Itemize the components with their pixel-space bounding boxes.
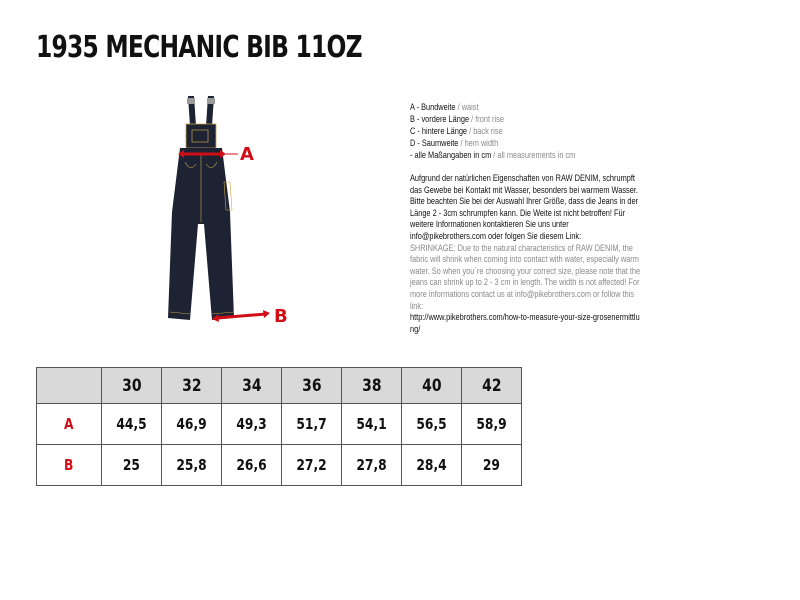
marker-a: A xyxy=(240,144,254,165)
measurement-legend xyxy=(410,101,607,161)
legend-item xyxy=(410,113,607,125)
table-cell: 51,7 xyxy=(282,404,342,445)
legend-en: waist xyxy=(461,102,479,112)
legend-de: D - Saumweite xyxy=(410,138,459,148)
table-row xyxy=(37,445,522,486)
legend-separator: / xyxy=(469,114,476,124)
legend-de: B - vordere Länge xyxy=(410,114,470,124)
legend-item xyxy=(410,125,607,137)
legend-separator: / xyxy=(491,150,498,160)
legend-de: A - Bundweite xyxy=(410,102,456,112)
shrinkage-text-en: SHRINKAGE: Due to the natural characteristics of RAW DENIM, the fabric will shrink when coming into contact with water, especially warm water. So when you´re choosing your correct size, please note that the jeans can shrink up to 2 - 3 cm in length. The width is not affected! For more informations contact us at info@pikebrothers.com or follow this link: xyxy=(410,242,641,311)
size-header: 40 xyxy=(402,368,462,404)
size-header: 42 xyxy=(462,368,522,404)
table-cell: 54,1 xyxy=(342,404,402,445)
legend-separator: / xyxy=(458,138,465,148)
legend-en: all measurements in cm xyxy=(497,150,576,160)
table-cell: 58,9 xyxy=(462,404,522,445)
table-cell: 27,2 xyxy=(282,445,342,486)
marker-b: B xyxy=(274,306,288,327)
table-cell: 29 xyxy=(462,445,522,486)
size-table xyxy=(36,367,522,486)
table-cell: 27,8 xyxy=(342,445,402,486)
table-corner xyxy=(37,368,102,404)
shrinkage-text-de: Aufgrund der natürlichen Eigenschaften von RAW DENIM, schrumpft das Gewebe bei Kontakt mit Wasser, besonders bei warmem Wasser. Bitte beachten Sie bei der Auswahl Ihrer Größe, dass die Jeans in der Länge 2 - 3cm schrumpfen kann. Die Weite ist nicht betroffen! Für weitere Informationen kontaktieren Sie uns unter info@pikebrothers.com oder folgen Sie diesem Link: xyxy=(410,173,639,241)
legend-item xyxy=(410,137,607,149)
size-header-row xyxy=(37,368,522,404)
row-label: B xyxy=(37,445,102,486)
legend-en: front rise xyxy=(475,114,504,124)
table-cell: 56,5 xyxy=(402,404,462,445)
legend-de: C - hintere Länge xyxy=(410,126,468,136)
legend-item xyxy=(410,101,607,113)
table-cell: 49,3 xyxy=(222,404,282,445)
legend-en: back rise xyxy=(473,126,503,136)
page-title: 1935 MECHANIC BIB 11OZ xyxy=(36,30,362,65)
legend-item xyxy=(410,149,607,161)
size-header: 38 xyxy=(342,368,402,404)
legend-separator: / xyxy=(455,102,462,112)
table-row xyxy=(37,404,522,445)
size-header: 36 xyxy=(282,368,342,404)
table-cell: 25 xyxy=(102,445,162,486)
overalls-image xyxy=(150,92,300,332)
table-cell: 46,9 xyxy=(162,404,222,445)
table-cell: 28,4 xyxy=(402,445,462,486)
row-label: A xyxy=(37,404,102,445)
table-cell: 26,6 xyxy=(222,445,282,486)
legend-separator: / xyxy=(467,126,474,136)
measure-guide-link[interactable]: http://www.pikebrothers.com/how-to-measure-your-size-grosenermittlung/ xyxy=(410,312,640,334)
size-header: 32 xyxy=(162,368,222,404)
shrinkage-info xyxy=(410,173,643,335)
size-header: 34 xyxy=(222,368,282,404)
size-header: 30 xyxy=(102,368,162,404)
legend-de: - alle Maßangaben in cm xyxy=(410,150,492,160)
table-cell: 25,8 xyxy=(162,445,222,486)
legend-en: hem width xyxy=(464,138,499,148)
table-cell: 44,5 xyxy=(102,404,162,445)
